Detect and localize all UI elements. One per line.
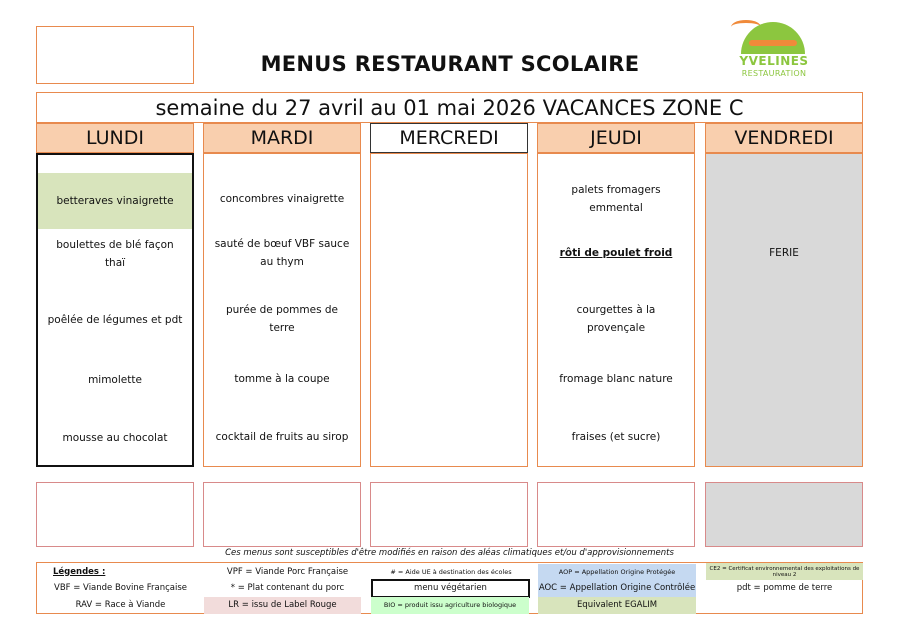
legend-vbf: VBF = Viande Bovine Française	[54, 583, 187, 593]
day-column-mercredi	[370, 153, 528, 467]
note-box-jeudi	[537, 482, 695, 547]
legend-table	[36, 562, 863, 614]
yvelines-restauration-logo	[727, 18, 821, 82]
legend-bio: BIO = produit issu agriculture biologique	[371, 597, 529, 614]
day-column-mardi	[203, 153, 361, 467]
menu-item-cheese: fromage blanc nature	[559, 373, 673, 385]
day-header-mercredi: MERCREDI	[370, 123, 528, 153]
menu-item-dessert: cocktail de fruits au sirop	[215, 431, 349, 443]
menu-item-cheese: tomme à la coupe	[234, 373, 330, 385]
menu-item-starter: betteraves vinaigrette	[38, 173, 192, 229]
legend-aide-ue: # = Aide UE à destination des écoles	[390, 567, 512, 576]
legend-vegetarien: menu végétarien	[371, 579, 530, 598]
menu-item-dessert: mousse au chocolat	[62, 432, 168, 444]
day-header-mardi: MARDI	[203, 123, 361, 153]
note-box-vendredi	[705, 482, 863, 547]
legend-aoc: AOC = Appellation Origine Contrôlée	[538, 580, 696, 597]
plate-icon	[749, 40, 797, 46]
menu-item-main: boulettes de blé façon thaï	[56, 239, 174, 269]
brand-subtitle: RESTAURATION	[741, 69, 807, 78]
menu-item-dessert: fraises (et sucre)	[571, 431, 661, 443]
day-header-lundi: LUNDI	[36, 123, 194, 153]
menu-item-side: purée de pommes de terre	[225, 304, 339, 334]
legend-porc: * = Plat contenant du porc	[230, 583, 345, 593]
note-box-lundi	[36, 482, 194, 547]
week-banner: semaine du 27 avril au 01 mai 2026 VACANCES ZONE C	[36, 92, 863, 123]
day-column-vendredi	[705, 153, 863, 467]
brand-name: YVELINES	[739, 54, 809, 68]
menu-item-main: sauté de bœuf VBF sauce au thym	[214, 238, 350, 268]
day-header-vendredi: VENDREDI	[705, 123, 863, 153]
note-box-mardi	[203, 482, 361, 547]
day-column-jeudi	[537, 153, 695, 467]
page-title: MENUS RESTAURANT SCOLAIRE	[260, 52, 640, 76]
legend-rav: RAV = Race à Viande	[75, 600, 166, 610]
menu-item-side: poêlée de légumes et pdt	[47, 314, 183, 326]
menu-item-side: courgettes à la provençale	[576, 304, 656, 334]
legend-vpf: VPF = Viande Porc Française	[226, 566, 349, 577]
menu-item-starter: palets fromagers emmental	[571, 184, 661, 214]
menu-item-starter: concombres vinaigrette	[219, 193, 345, 205]
school-logo-box	[36, 26, 194, 84]
legend-title: Légendes :	[53, 566, 106, 577]
disclaimer: Ces menus sont susceptibles d'être modifiés en raison des aléas climatiques et/ou d'approvisionnements	[225, 548, 674, 558]
legend-egalim: Equivalent EGALIM	[538, 597, 696, 614]
legend-lr: LR = issu de Label Rouge	[204, 597, 361, 614]
legend-ce2: CE2 = Certificat environnemental des exploitations de niveau 2	[706, 563, 863, 580]
holiday-label: FERIE	[769, 247, 799, 259]
legend-aop: AOP = Appellation Origine Protégée	[538, 564, 696, 580]
menu-item-cheese: mimolette	[88, 374, 142, 386]
legend-pdt: pdt = pomme de terre	[736, 583, 833, 593]
menu-item-main: rôti de poulet froid	[559, 247, 673, 259]
day-header-jeudi: JEUDI	[537, 123, 695, 153]
day-column-lundi	[36, 153, 194, 467]
note-box-mercredi	[370, 482, 528, 547]
